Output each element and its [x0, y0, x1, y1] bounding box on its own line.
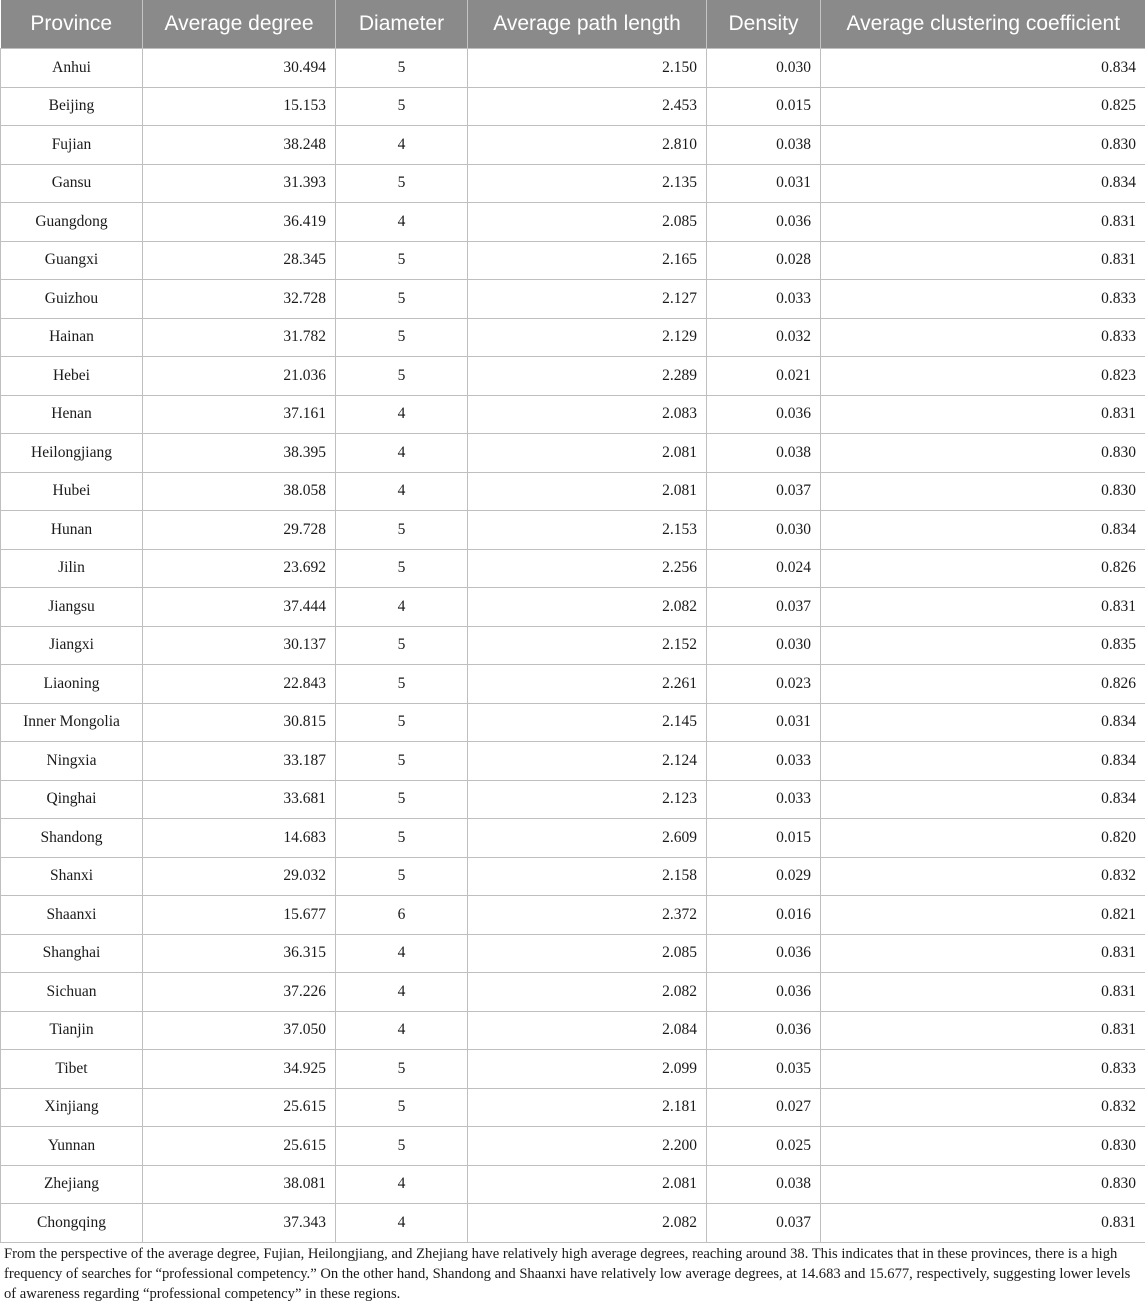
density-cell: 0.035: [707, 1050, 821, 1089]
average-degree-cell: 29.032: [143, 857, 336, 896]
table-row: [1, 164, 1145, 203]
clustering-coefficient-cell: 0.830: [821, 472, 1145, 511]
average-path-length-cell: 2.084: [468, 1011, 707, 1050]
average-path-length-cell: 2.810: [468, 126, 707, 165]
average-degree-cell: 31.393: [143, 164, 336, 203]
province-cell: Shanghai: [1, 934, 143, 973]
table-row: [1, 819, 1145, 858]
diameter-cell: 5: [336, 549, 468, 588]
average-path-length-cell: 2.135: [468, 164, 707, 203]
province-cell: Hubei: [1, 472, 143, 511]
diameter-cell: 5: [336, 857, 468, 896]
density-cell: 0.036: [707, 934, 821, 973]
average-degree-cell: 25.615: [143, 1127, 336, 1166]
clustering-coefficient-cell: 0.830: [821, 434, 1145, 473]
table-row: [1, 1165, 1145, 1204]
average-path-length-cell: 2.082: [468, 588, 707, 627]
province-cell: Guangdong: [1, 203, 143, 242]
clustering-coefficient-cell: 0.834: [821, 742, 1145, 781]
clustering-coefficient-cell: 0.826: [821, 549, 1145, 588]
density-cell: 0.024: [707, 549, 821, 588]
province-cell: Hainan: [1, 318, 143, 357]
diameter-cell: 4: [336, 434, 468, 473]
header-density: Density: [707, 0, 821, 49]
clustering-coefficient-cell: 0.831: [821, 934, 1145, 973]
average-path-length-cell: 2.123: [468, 780, 707, 819]
density-cell: 0.027: [707, 1088, 821, 1127]
clustering-coefficient-cell: 0.832: [821, 1088, 1145, 1127]
average-path-length-cell: 2.158: [468, 857, 707, 896]
average-degree-cell: 30.137: [143, 626, 336, 665]
province-cell: Sichuan: [1, 973, 143, 1012]
average-degree-cell: 38.058: [143, 472, 336, 511]
average-degree-cell: 30.815: [143, 703, 336, 742]
average-path-length-cell: 2.181: [468, 1088, 707, 1127]
density-cell: 0.036: [707, 1011, 821, 1050]
average-path-length-cell: 2.453: [468, 87, 707, 126]
table-row: [1, 395, 1145, 434]
average-degree-cell: 32.728: [143, 280, 336, 319]
province-cell: Guangxi: [1, 241, 143, 280]
average-path-length-cell: 2.085: [468, 934, 707, 973]
table-header: [1, 0, 1145, 49]
average-path-length-cell: 2.082: [468, 973, 707, 1012]
density-cell: 0.028: [707, 241, 821, 280]
average-path-length-cell: 2.145: [468, 703, 707, 742]
province-cell: Tibet: [1, 1050, 143, 1089]
table-row: [1, 703, 1145, 742]
table-row: [1, 780, 1145, 819]
table-row: [1, 665, 1145, 704]
average-path-length-cell: 2.127: [468, 280, 707, 319]
average-path-length-cell: 2.256: [468, 549, 707, 588]
clustering-coefficient-cell: 0.832: [821, 857, 1145, 896]
province-cell: Qinghai: [1, 780, 143, 819]
average-degree-cell: 30.494: [143, 49, 336, 88]
diameter-cell: 4: [336, 203, 468, 242]
province-cell: Gansu: [1, 164, 143, 203]
table-row: [1, 857, 1145, 896]
province-cell: Inner Mongolia: [1, 703, 143, 742]
diameter-cell: 5: [336, 626, 468, 665]
average-degree-cell: 34.925: [143, 1050, 336, 1089]
density-cell: 0.030: [707, 511, 821, 550]
average-degree-cell: 15.153: [143, 87, 336, 126]
province-cell: Yunnan: [1, 1127, 143, 1166]
table-row: [1, 126, 1145, 165]
diameter-cell: 5: [336, 665, 468, 704]
density-cell: 0.036: [707, 395, 821, 434]
table-row: [1, 1088, 1145, 1127]
clustering-coefficient-cell: 0.831: [821, 203, 1145, 242]
clustering-coefficient-cell: 0.831: [821, 395, 1145, 434]
average-degree-cell: 38.248: [143, 126, 336, 165]
density-cell: 0.029: [707, 857, 821, 896]
density-cell: 0.030: [707, 626, 821, 665]
clustering-coefficient-cell: 0.831: [821, 588, 1145, 627]
table-row: [1, 588, 1145, 627]
clustering-coefficient-cell: 0.823: [821, 357, 1145, 396]
province-cell: Henan: [1, 395, 143, 434]
clustering-coefficient-cell: 0.831: [821, 1204, 1145, 1243]
average-path-length-cell: 2.124: [468, 742, 707, 781]
clustering-coefficient-cell: 0.834: [821, 164, 1145, 203]
diameter-cell: 5: [336, 1050, 468, 1089]
density-cell: 0.030: [707, 49, 821, 88]
table-row: [1, 1127, 1145, 1166]
clustering-coefficient-cell: 0.830: [821, 1165, 1145, 1204]
average-path-length-cell: 2.129: [468, 318, 707, 357]
average-degree-cell: 36.315: [143, 934, 336, 973]
header-diameter: Diameter: [336, 0, 468, 49]
diameter-cell: 4: [336, 1011, 468, 1050]
density-cell: 0.038: [707, 434, 821, 473]
province-cell: Guizhou: [1, 280, 143, 319]
average-path-length-cell: 2.150: [468, 49, 707, 88]
average-degree-cell: 22.843: [143, 665, 336, 704]
province-cell: Hebei: [1, 357, 143, 396]
diameter-cell: 4: [336, 588, 468, 627]
province-cell: Hunan: [1, 511, 143, 550]
province-cell: Xinjiang: [1, 1088, 143, 1127]
average-path-length-cell: 2.609: [468, 819, 707, 858]
diameter-cell: 5: [336, 703, 468, 742]
density-cell: 0.037: [707, 1204, 821, 1243]
average-degree-cell: 38.395: [143, 434, 336, 473]
density-cell: 0.025: [707, 1127, 821, 1166]
clustering-coefficient-cell: 0.831: [821, 241, 1145, 280]
clustering-coefficient-cell: 0.834: [821, 780, 1145, 819]
table-row: [1, 318, 1145, 357]
table-row: [1, 973, 1145, 1012]
density-cell: 0.033: [707, 780, 821, 819]
average-path-length-cell: 2.165: [468, 241, 707, 280]
clustering-coefficient-cell: 0.821: [821, 896, 1145, 935]
province-cell: Jilin: [1, 549, 143, 588]
average-path-length-cell: 2.081: [468, 1165, 707, 1204]
clustering-coefficient-cell: 0.833: [821, 1050, 1145, 1089]
diameter-cell: 5: [336, 819, 468, 858]
clustering-coefficient-cell: 0.834: [821, 703, 1145, 742]
diameter-cell: 5: [336, 241, 468, 280]
province-cell: Tianjin: [1, 1011, 143, 1050]
province-cell: Ningxia: [1, 742, 143, 781]
table-row: [1, 434, 1145, 473]
province-cell: Zhejiang: [1, 1165, 143, 1204]
diameter-cell: 6: [336, 896, 468, 935]
province-cell: Heilongjiang: [1, 434, 143, 473]
diameter-cell: 5: [336, 87, 468, 126]
average-path-length-cell: 2.372: [468, 896, 707, 935]
clustering-coefficient-cell: 0.831: [821, 973, 1145, 1012]
diameter-cell: 5: [336, 1127, 468, 1166]
table-row: [1, 626, 1145, 665]
average-degree-cell: 21.036: [143, 357, 336, 396]
clustering-coefficient-cell: 0.831: [821, 1011, 1145, 1050]
table-row: [1, 280, 1145, 319]
clustering-coefficient-cell: 0.830: [821, 1127, 1145, 1166]
clustering-coefficient-cell: 0.820: [821, 819, 1145, 858]
table-row: [1, 203, 1145, 242]
density-cell: 0.015: [707, 87, 821, 126]
average-degree-cell: 33.187: [143, 742, 336, 781]
average-degree-cell: 29.728: [143, 511, 336, 550]
province-cell: Shanxi: [1, 857, 143, 896]
table-body: [1, 49, 1145, 1243]
table-footnote: From the perspective of the average degree, Fujian, Heilongjiang, and Zhejiang have relatively high average degrees, reaching around 38. This indicates that in these provinces, there is a high frequency of searches for “professional competency.” On the other hand, Shandong and Shaanxi have relatively low average degrees, at 14.683 and 15.677, respectively, suggesting lower levels of awareness regarding “professional competency” in these regions.: [4, 1246, 1131, 1302]
table-row: [1, 87, 1145, 126]
diameter-cell: 5: [336, 49, 468, 88]
clustering-coefficient-cell: 0.833: [821, 280, 1145, 319]
header-average-degree: Average degree: [143, 0, 336, 49]
table-row: [1, 1050, 1145, 1089]
table-row: [1, 49, 1145, 88]
province-cell: Shandong: [1, 819, 143, 858]
average-path-length-cell: 2.085: [468, 203, 707, 242]
average-path-length-cell: 2.083: [468, 395, 707, 434]
density-cell: 0.015: [707, 819, 821, 858]
density-cell: 0.021: [707, 357, 821, 396]
province-cell: Chongqing: [1, 1204, 143, 1243]
average-path-length-cell: 2.081: [468, 434, 707, 473]
density-cell: 0.023: [707, 665, 821, 704]
average-path-length-cell: 2.081: [468, 472, 707, 511]
average-degree-cell: 37.050: [143, 1011, 336, 1050]
density-cell: 0.033: [707, 742, 821, 781]
table-row: [1, 742, 1145, 781]
average-degree-cell: 33.681: [143, 780, 336, 819]
table-row: [1, 241, 1145, 280]
diameter-cell: 4: [336, 934, 468, 973]
province-cell: Beijing: [1, 87, 143, 126]
diameter-cell: 4: [336, 126, 468, 165]
average-degree-cell: 23.692: [143, 549, 336, 588]
table-row: [1, 934, 1145, 973]
header-average-clustering-coefficient: Average clustering coefficient: [821, 0, 1145, 49]
density-cell: 0.036: [707, 973, 821, 1012]
province-cell: Anhui: [1, 49, 143, 88]
diameter-cell: 5: [336, 742, 468, 781]
diameter-cell: 5: [336, 1088, 468, 1127]
diameter-cell: 4: [336, 472, 468, 511]
average-degree-cell: 28.345: [143, 241, 336, 280]
header-province: Province: [1, 0, 143, 49]
table-row: [1, 896, 1145, 935]
average-path-length-cell: 2.099: [468, 1050, 707, 1089]
clustering-coefficient-cell: 0.833: [821, 318, 1145, 357]
table-row: [1, 1204, 1145, 1243]
province-cell: Shaanxi: [1, 896, 143, 935]
diameter-cell: 5: [336, 318, 468, 357]
density-cell: 0.016: [707, 896, 821, 935]
average-degree-cell: 14.683: [143, 819, 336, 858]
table-row: [1, 1011, 1145, 1050]
average-degree-cell: 25.615: [143, 1088, 336, 1127]
clustering-coefficient-cell: 0.825: [821, 87, 1145, 126]
table-row: [1, 472, 1145, 511]
province-cell: Jiangxi: [1, 626, 143, 665]
diameter-cell: 4: [336, 1204, 468, 1243]
average-path-length-cell: 2.153: [468, 511, 707, 550]
average-degree-cell: 38.081: [143, 1165, 336, 1204]
density-cell: 0.031: [707, 164, 821, 203]
density-cell: 0.037: [707, 472, 821, 511]
average-degree-cell: 36.419: [143, 203, 336, 242]
diameter-cell: 5: [336, 511, 468, 550]
average-path-length-cell: 2.261: [468, 665, 707, 704]
average-path-length-cell: 2.152: [468, 626, 707, 665]
average-degree-cell: 15.677: [143, 896, 336, 935]
diameter-cell: 4: [336, 395, 468, 434]
density-cell: 0.031: [707, 703, 821, 742]
density-cell: 0.037: [707, 588, 821, 627]
header-average-path-length: Average path length: [468, 0, 707, 49]
province-cell: Fujian: [1, 126, 143, 165]
diameter-cell: 5: [336, 780, 468, 819]
header-row: [1, 0, 1145, 49]
table-row: [1, 357, 1145, 396]
average-degree-cell: 31.782: [143, 318, 336, 357]
density-cell: 0.038: [707, 1165, 821, 1204]
diameter-cell: 5: [336, 164, 468, 203]
clustering-coefficient-cell: 0.834: [821, 49, 1145, 88]
average-degree-cell: 37.226: [143, 973, 336, 1012]
diameter-cell: 4: [336, 1165, 468, 1204]
table-row: [1, 549, 1145, 588]
average-path-length-cell: 2.289: [468, 357, 707, 396]
clustering-coefficient-cell: 0.835: [821, 626, 1145, 665]
clustering-coefficient-cell: 0.830: [821, 126, 1145, 165]
average-degree-cell: 37.343: [143, 1204, 336, 1243]
average-path-length-cell: 2.082: [468, 1204, 707, 1243]
density-cell: 0.038: [707, 126, 821, 165]
density-cell: 0.032: [707, 318, 821, 357]
table-row: [1, 511, 1145, 550]
province-cell: Liaoning: [1, 665, 143, 704]
diameter-cell: 4: [336, 973, 468, 1012]
density-cell: 0.033: [707, 280, 821, 319]
average-path-length-cell: 2.200: [468, 1127, 707, 1166]
average-degree-cell: 37.444: [143, 588, 336, 627]
diameter-cell: 5: [336, 280, 468, 319]
diameter-cell: 5: [336, 357, 468, 396]
average-degree-cell: 37.161: [143, 395, 336, 434]
clustering-coefficient-cell: 0.834: [821, 511, 1145, 550]
clustering-coefficient-cell: 0.826: [821, 665, 1145, 704]
province-cell: Jiangsu: [1, 588, 143, 627]
density-cell: 0.036: [707, 203, 821, 242]
